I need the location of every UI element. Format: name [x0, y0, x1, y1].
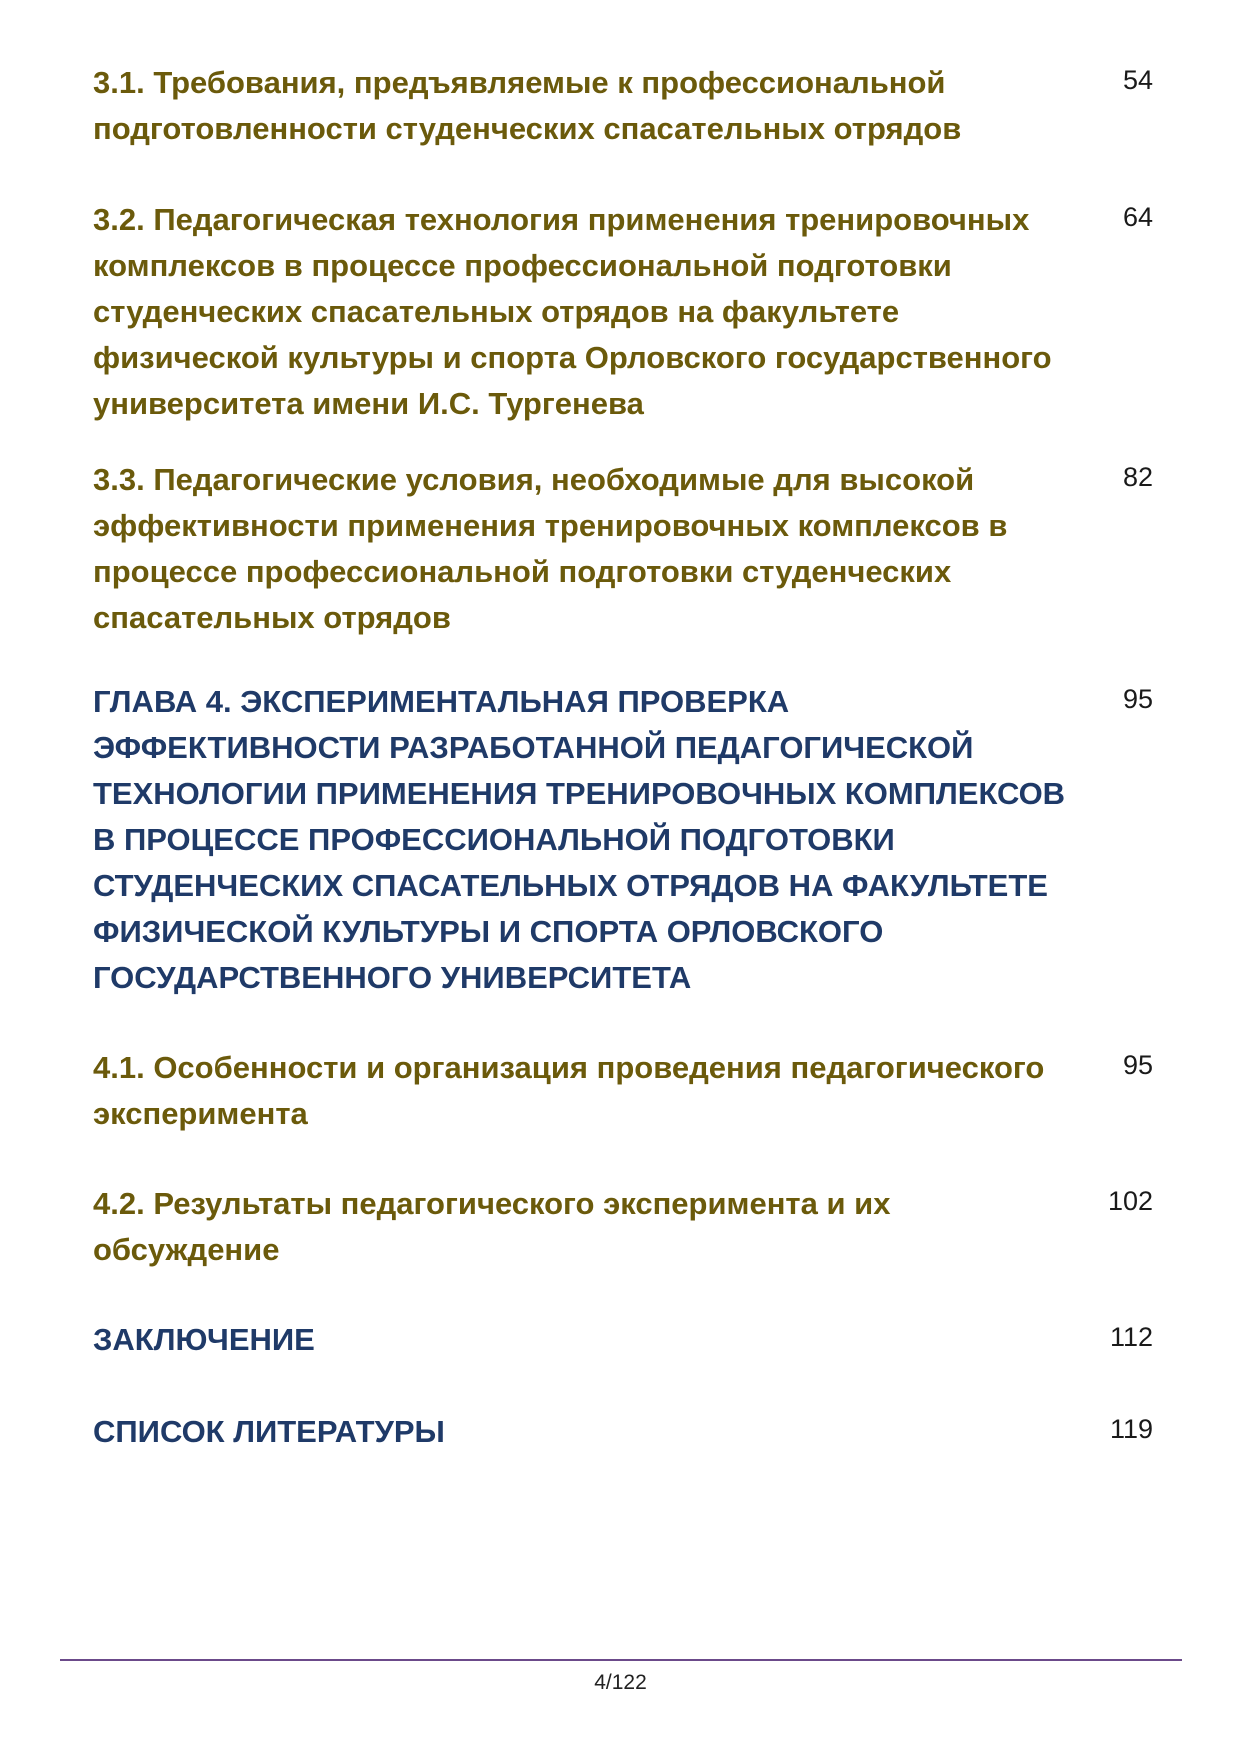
- toc-entry-page: 112: [1109, 1322, 1153, 1352]
- toc-entry-4-1[interactable]: [93, 1045, 1153, 1137]
- toc-entry-page: 54: [1122, 65, 1153, 95]
- toc-entry-title: 4.2. Результаты педагогического эксперимента и их обсуждение: [93, 1186, 891, 1267]
- toc-entry-page: 95: [1122, 684, 1153, 714]
- toc-entry-page: 95: [1122, 1050, 1153, 1080]
- toc-entry-page: 82: [1122, 462, 1153, 492]
- toc-entry-title: 4.1. Особенности и организация проведения педагогического эксперимента: [93, 1050, 1045, 1131]
- toc-entry-title: 3.1. Требования, предъявляемые к профессиональной подготовленности студенческих спасательных отрядов: [93, 65, 962, 146]
- toc-entry-title: 3.2. Педагогическая технология применения тренировочных комплексов в процессе профессиональной подготовки студенческих спасательных отрядов на факультете физической культуры и спорта Орловского государственного университета имени И.С. Тургенева: [93, 202, 1052, 421]
- toc-entry-title: 3.3. Педагогические условия, необходимые для высокой эффективности применения тренировочных комплексов в процессе профессиональной подготовки студенческих спасательных отрядов: [93, 462, 1008, 635]
- toc-entry-page: 64: [1122, 202, 1153, 232]
- toc-entry-3-2[interactable]: [93, 197, 1153, 427]
- toc-entry-page: 102: [1107, 1186, 1153, 1216]
- toc-entry-title: СПИСОК ЛИТЕРАТУРЫ: [93, 1414, 445, 1449]
- toc-entry-title: ЗАКЛЮЧЕНИЕ: [93, 1322, 315, 1357]
- toc-entry-conclusion[interactable]: [93, 1317, 1153, 1363]
- toc-entry-page: 119: [1109, 1414, 1153, 1444]
- footer-divider: [60, 1659, 1182, 1661]
- table-of-contents: [93, 60, 1153, 1455]
- toc-entry-4-2[interactable]: [93, 1181, 1153, 1273]
- toc-entry-3-3[interactable]: [93, 457, 1153, 641]
- toc-entry-title: ГЛАВА 4. ЭКСПЕРИМЕНТАЛЬНАЯ ПРОВЕРКА ЭФФЕКТИВНОСТИ РАЗРАБОТАННОЙ ПЕДАГОГИЧЕСКОЙ ТЕХНОЛОГИИ ПРИМЕНЕНИЯ ТРЕНИРОВОЧНЫХ КОМПЛЕКСОВ В ПРОЦЕССЕ ПРОФЕССИОНАЛЬНОЙ ПОДГОТОВКИ СТУДЕНЧЕСКИХ СПАСАТЕЛЬНЫХ ОТРЯДОВ НА ФАКУЛЬТЕТЕ ФИЗИЧЕСКОЙ КУЛЬТУРЫ И СПОРТА ОРЛОВСКОГО ГОСУДАРСТВЕННОГО УНИВЕРСИТЕТА: [93, 684, 1066, 995]
- page-number: 4/122: [594, 1671, 647, 1694]
- toc-entry-chapter-4[interactable]: [93, 679, 1153, 1001]
- toc-entry-bibliography[interactable]: [93, 1409, 1153, 1455]
- toc-entry-3-1[interactable]: [93, 60, 1153, 152]
